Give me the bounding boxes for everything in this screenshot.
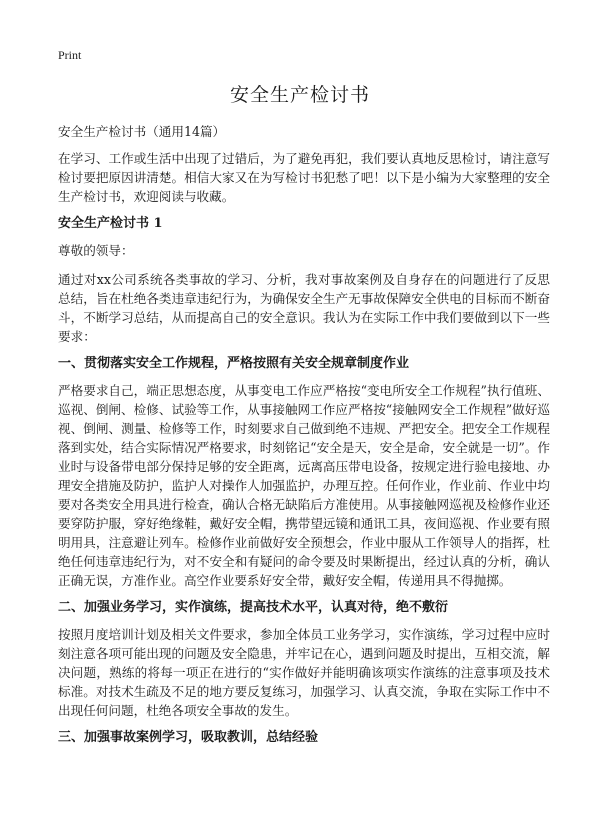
body-paragraph-3: 按照月度培训计划及相关文件要求，参加全体员工业务学习，实作演练，学习过程中应时刻注意各项可能出现的问题及安全隐患，并牢记在心，遇到问题及时提出，互相交流，解决问题，熟练的将每一项正在进行的“实作做好并能明确该项实作演练的注意事项及技术标准。对技术生疏及不足的地方要反复练习，加强学习、认真交流，争取在实际工作中不出现任何问题，杜绝各项安全事故的发生。 — [58, 627, 550, 718]
section-title: 安全生产检讨书 1 — [58, 216, 163, 231]
intro-paragraph: 在学习、工作或生活中出现了过错后，为了避免再犯，我们要认真地反思检讨，请注意写检讨要把原因讲清楚。相信大家又在为写检讨书犯愁了吧！以下是小编为大家整理的安全生产检讨书，欢迎阅读与收藏。 — [58, 151, 550, 204]
greeting: 尊敬的领导： — [58, 243, 134, 258]
body-paragraph-1: 通过对xx公司系统各类事故的学习、分析，我对事故案例及自身存在的问题进行了反思总结，旨在杜绝各类违章违纪行为，为确保安全生产无事故保障安全供电的目标而不断奋斗，不断学习总结，从而提高自己的安全意识。我认为在实际工作中我们要做到以下一些要求： — [58, 272, 550, 344]
document-body — [58, 122, 550, 755]
body-paragraph-2: 严格要求自己，端正思想态度，从事变电工作应严格按“变电所安全工作规程”执行值班、巡视、倒闸、检修、试验等工作，从事接触网工作应严格按“接触网安全工作规程”做好巡视、倒闸、测量、检修等工作，时刻要求自己做到绝不违规、严把安全。把安全工作规程落到实处，结合实际情况严格要求，时刻铭记“安全是天，安全是命，安全就是一切”。作业时与设备带电部分保持足够的安全距离，远离高压带电设备，按规定进行验电接地、办理安全措施及防护，监护人对操作人加强监护，办理互控。任何作业，作业前、作业中均要对各类安全用具进行检查，确认合格无缺陷后方准使用。从事接触网巡视及检修作业还要穿防护服，穿好绝缘鞋，戴好安全帽，携带望远镜和通讯工具，夜间巡视、作业要有照明用具，注意避让列车。检修作业前做好安全预想会，作业中服从工作领导人的指挥，杜绝任何违章违纪行为，对不安全和有疑问的命令要及时果断提出，经过认真的分析，确认正确无误，方准作业。高空作业要系好安全带，戴好安全帽，传递用具不得抛掷。 — [58, 383, 550, 588]
heading-2: 二、加强业务学习，实作演练，提高技术水平，认真对待，绝不敷衍 — [58, 600, 449, 615]
page-title: 安全生产检讨书 — [229, 84, 370, 106]
print-link[interactable]: Print — [58, 48, 82, 62]
heading-1: 一、贯彻落实安全工作规程，严格按照有关安全规章制度作业 — [58, 356, 410, 371]
document-subtitle: 安全生产检讨书（通用14篇） — [58, 124, 226, 139]
heading-3: 三、加强事故案例学习，吸取教训，总结经验 — [58, 730, 319, 745]
